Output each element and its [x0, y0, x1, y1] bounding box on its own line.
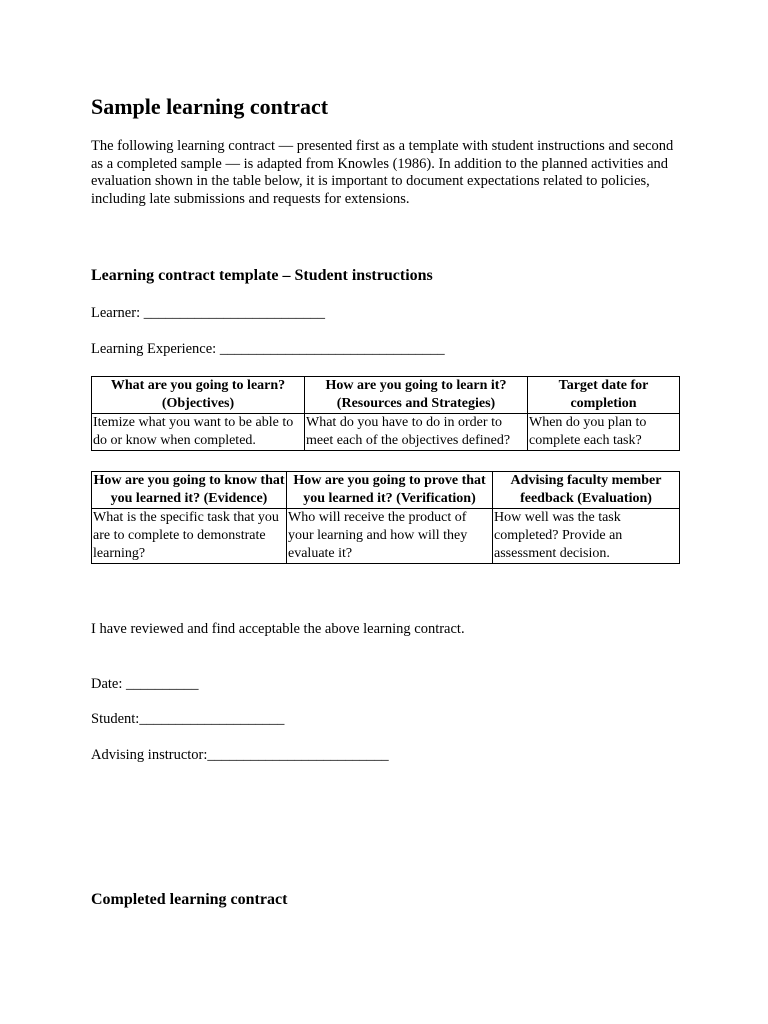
cell-evidence: What is the specific task that you are to complete to demonstrate learning? [92, 509, 287, 564]
header-objectives: What are you going to learn? (Objectives) [92, 377, 305, 414]
cell-verification: Who will receive the product of your learning and how will they evaluate it? [287, 509, 493, 564]
acceptance-statement: I have reviewed and find acceptable the above learning contract. [91, 621, 465, 637]
template-table-evidence [91, 471, 680, 564]
table-row [92, 414, 680, 451]
table-header-row [92, 472, 680, 509]
cell-objectives: Itemize what you want to be able to do or know when completed. [92, 414, 305, 451]
table-row [92, 509, 680, 564]
learner-field: Learner: _________________________ [91, 305, 325, 321]
date-field: Date: __________ [91, 676, 199, 692]
header-evidence: How are you going to know that you learned it? (Evidence) [92, 472, 287, 509]
page-title: Sample learning contract [91, 94, 329, 119]
advising-instructor-field: Advising instructor:_________________________ [91, 747, 389, 763]
completed-contract-heading: Completed learning contract [91, 891, 288, 908]
student-field: Student:____________________ [91, 711, 285, 727]
header-target-date: Target date for completion [528, 377, 680, 414]
template-heading: Learning contract template – Student instructions [91, 267, 433, 284]
template-table-objectives [91, 376, 680, 451]
cell-resources-strategies: What do you have to do in order to meet each of the objectives defined? [305, 414, 528, 451]
header-verification: How are you going to prove that you learned it? (Verification) [287, 472, 493, 509]
header-resources-strategies: How are you going to learn it? (Resources and Strategies) [305, 377, 528, 414]
table-header-row [92, 377, 680, 414]
header-evaluation: Advising faculty member feedback (Evaluation) [493, 472, 680, 509]
cell-evaluation: How well was the task completed? Provide an assessment decision. [493, 509, 680, 564]
cell-target-date: When do you plan to complete each task? [528, 414, 680, 451]
intro-paragraph: The following learning contract — presented first as a template with student instructions and second as a completed sample — is adapted from Knowles (1986). In addition to the planned activities and evaluation shown in the table below, it is important to document expectations related to policies, including late submissions and requests for extensions. [91, 138, 674, 207]
learning-experience-field: Learning Experience: _______________________________ [91, 341, 445, 357]
